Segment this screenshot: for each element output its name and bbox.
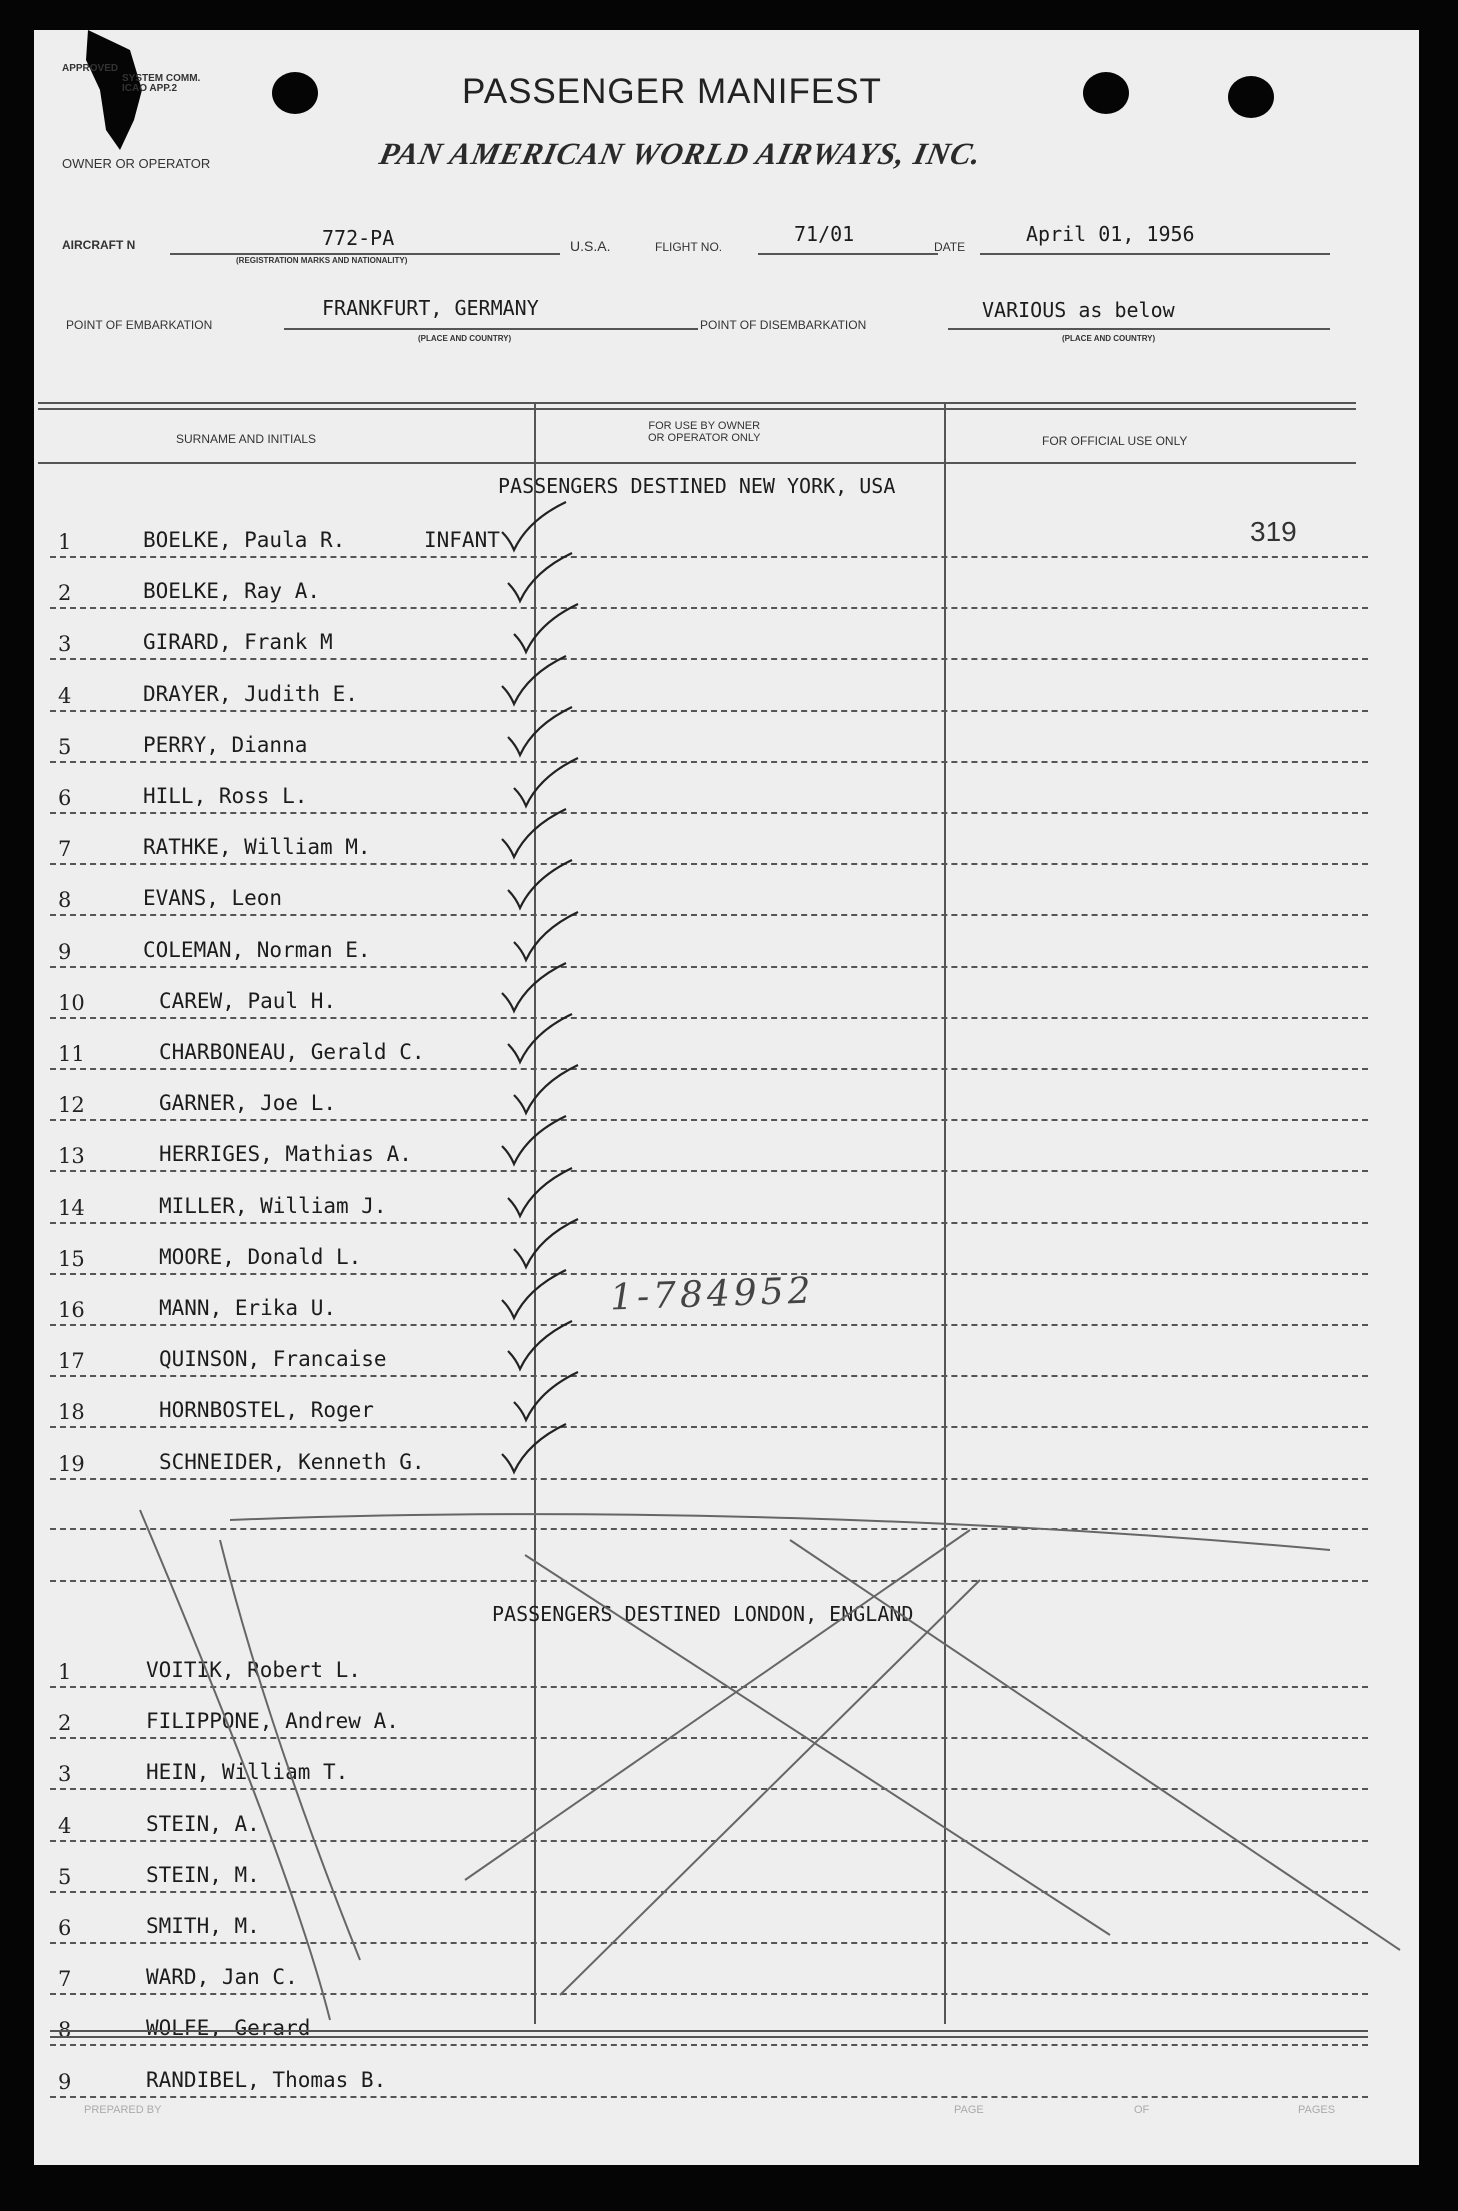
airline-name: PAN AMERICAN WORLD AIRWAYS, INC. xyxy=(376,136,985,171)
col-header-surname: SURNAME AND INITIALS xyxy=(176,432,317,446)
owner-label: OWNER OR OPERATOR xyxy=(62,156,211,171)
london-row-number: 1 xyxy=(58,1660,72,1684)
ny-passenger-name: MANN, Erika U. xyxy=(159,1296,337,1320)
ny-row-number: 7 xyxy=(58,837,72,862)
disembark-sub: (PLACE AND COUNTRY) xyxy=(1062,334,1156,343)
ny-row-number: 1 xyxy=(58,530,72,554)
ny-row-number: 11 xyxy=(58,1042,85,1066)
approval-line-1: APPROVED xyxy=(62,63,119,74)
disembark-place: VARIOUS as below xyxy=(982,298,1175,322)
london-row-number: 8 xyxy=(58,2018,72,2043)
london-row-number: 7 xyxy=(58,1967,72,1992)
flight-label: FLIGHT NO. xyxy=(655,240,723,254)
pages-label: PAGES xyxy=(1298,2104,1336,2116)
london-passenger-name: WARD, Jan C. xyxy=(146,1965,298,1990)
ny-passenger-name: GIRARD, Frank M xyxy=(143,630,333,655)
disembark-label: POINT OF DISEMBARKATION xyxy=(700,318,867,332)
approval-line-3: ICAO APP.2 xyxy=(122,83,178,94)
ny-passenger-name: HILL, Ross L. xyxy=(143,784,308,808)
of-label: OF xyxy=(1134,2104,1150,2116)
ny-passenger-name: BOELKE, Paula R. xyxy=(143,528,346,552)
embark-place: FRANKFURT, GERMANY xyxy=(322,296,539,320)
ny-row-number: 12 xyxy=(58,1093,85,1118)
flight-date: April 01, 1956 xyxy=(1026,222,1195,246)
ny-row-number: 17 xyxy=(58,1349,85,1374)
london-passenger-name: WOLFE, Gerard xyxy=(146,2016,311,2041)
ny-row-number: 19 xyxy=(58,1451,85,1476)
date-label: DATE xyxy=(934,240,966,254)
ny-row-number: 3 xyxy=(58,632,72,657)
ny-passenger-name: BOELKE, Ray A. xyxy=(143,579,321,604)
london-row-number: 9 xyxy=(58,2069,72,2094)
section-heading-london: PASSENGERS DESTINED LONDON, ENGLAND xyxy=(492,1602,914,1626)
ny-row-number: 2 xyxy=(58,581,72,606)
ny-passenger-name: GARNER, Joe L. xyxy=(159,1091,337,1116)
page-label: PAGE xyxy=(954,2104,984,2116)
ny-passenger-name: CHARBONEAU, Gerald C. xyxy=(159,1040,425,1064)
approval-line-2: SYSTEM COMM. xyxy=(122,73,201,84)
flight-number: 71/01 xyxy=(794,222,855,246)
usa-label: U.S.A. xyxy=(570,238,611,254)
london-passenger-name: VOITIK, Robert L. xyxy=(146,1658,361,1682)
london-row-number: 2 xyxy=(58,1711,72,1736)
ny-passenger-name: CAREW, Paul H. xyxy=(159,988,337,1013)
aircraft-registration: 772-PA xyxy=(322,226,395,250)
london-passenger-name: STEIN, M. xyxy=(146,1862,260,1887)
ny-row-number: 6 xyxy=(58,786,72,810)
ny-passenger-name: DRAYER, Judith E. xyxy=(143,681,358,706)
london-passenger-name: SMITH, M. xyxy=(146,1914,260,1938)
ny-row-number: 13 xyxy=(58,1144,85,1169)
ny-passenger-name: RATHKE, William M. xyxy=(143,835,371,860)
registration-sub: (REGISTRATION MARKS AND NATIONALITY) xyxy=(236,256,408,265)
ny-passenger-name: MILLER, William J. xyxy=(159,1193,387,1218)
col-header-official: FOR OFFICIAL USE ONLY xyxy=(1042,434,1188,448)
ny-passenger-name: MOORE, Donald L. xyxy=(159,1244,362,1269)
london-row-number: 3 xyxy=(58,1762,72,1787)
col-header-owner-line-2: OR OPERATOR ONLY xyxy=(648,432,761,444)
london-passenger-name: HEIN, William T. xyxy=(146,1760,349,1785)
london-row-number: 6 xyxy=(58,1916,72,1940)
ny-passenger-name: COLEMAN, Norman E. xyxy=(143,937,371,962)
ny-passenger-note: INFANT xyxy=(424,528,500,552)
ny-passenger-name: SCHNEIDER, Kenneth G. xyxy=(159,1449,425,1474)
ny-passenger-name: PERRY, Dianna xyxy=(143,732,308,757)
ny-passenger-name: HERRIGES, Mathias A. xyxy=(159,1142,412,1167)
ny-passenger-name: QUINSON, Francaise xyxy=(159,1347,387,1372)
handwritten-note: 1-784952 xyxy=(609,1270,816,1319)
ny-row-number: 4 xyxy=(58,683,72,708)
london-passenger-name: STEIN, A. xyxy=(146,1811,260,1836)
ny-row-number: 16 xyxy=(58,1298,85,1322)
london-row-number: 5 xyxy=(58,1864,72,1889)
aircraft-label: AIRCRAFT N xyxy=(62,238,136,252)
ny-row-number: 14 xyxy=(58,1195,85,1220)
ny-passenger-name: HORNBOSTEL, Roger xyxy=(159,1398,374,1423)
ny-row-number: 9 xyxy=(58,939,72,964)
col-header-owner-line-1: FOR USE BY OWNER xyxy=(648,420,761,432)
prepared-by-label: PREPARED BY xyxy=(84,2104,162,2116)
ny-row-number: 10 xyxy=(58,990,85,1015)
ny-row-number: 18 xyxy=(58,1400,85,1425)
ny-row-number: 15 xyxy=(58,1246,85,1271)
section-heading-new-york: PASSENGERS DESTINED NEW YORK, USA xyxy=(498,474,896,498)
london-passenger-name: FILIPPONE, Andrew A. xyxy=(146,1709,399,1734)
london-passenger-name: RANDIBEL, Thomas B. xyxy=(146,2067,387,2092)
official-number: 319 xyxy=(1250,516,1297,547)
ny-passenger-name: EVANS, Leon xyxy=(143,886,283,911)
ny-row-number: 8 xyxy=(58,888,72,913)
embark-label: POINT OF EMBARKATION xyxy=(66,318,213,332)
london-row-number: 4 xyxy=(58,1813,72,1838)
ny-row-number: 5 xyxy=(58,734,72,759)
page-title: PASSENGER MANIFEST xyxy=(462,72,882,111)
embark-sub: (PLACE AND COUNTRY) xyxy=(418,334,512,343)
